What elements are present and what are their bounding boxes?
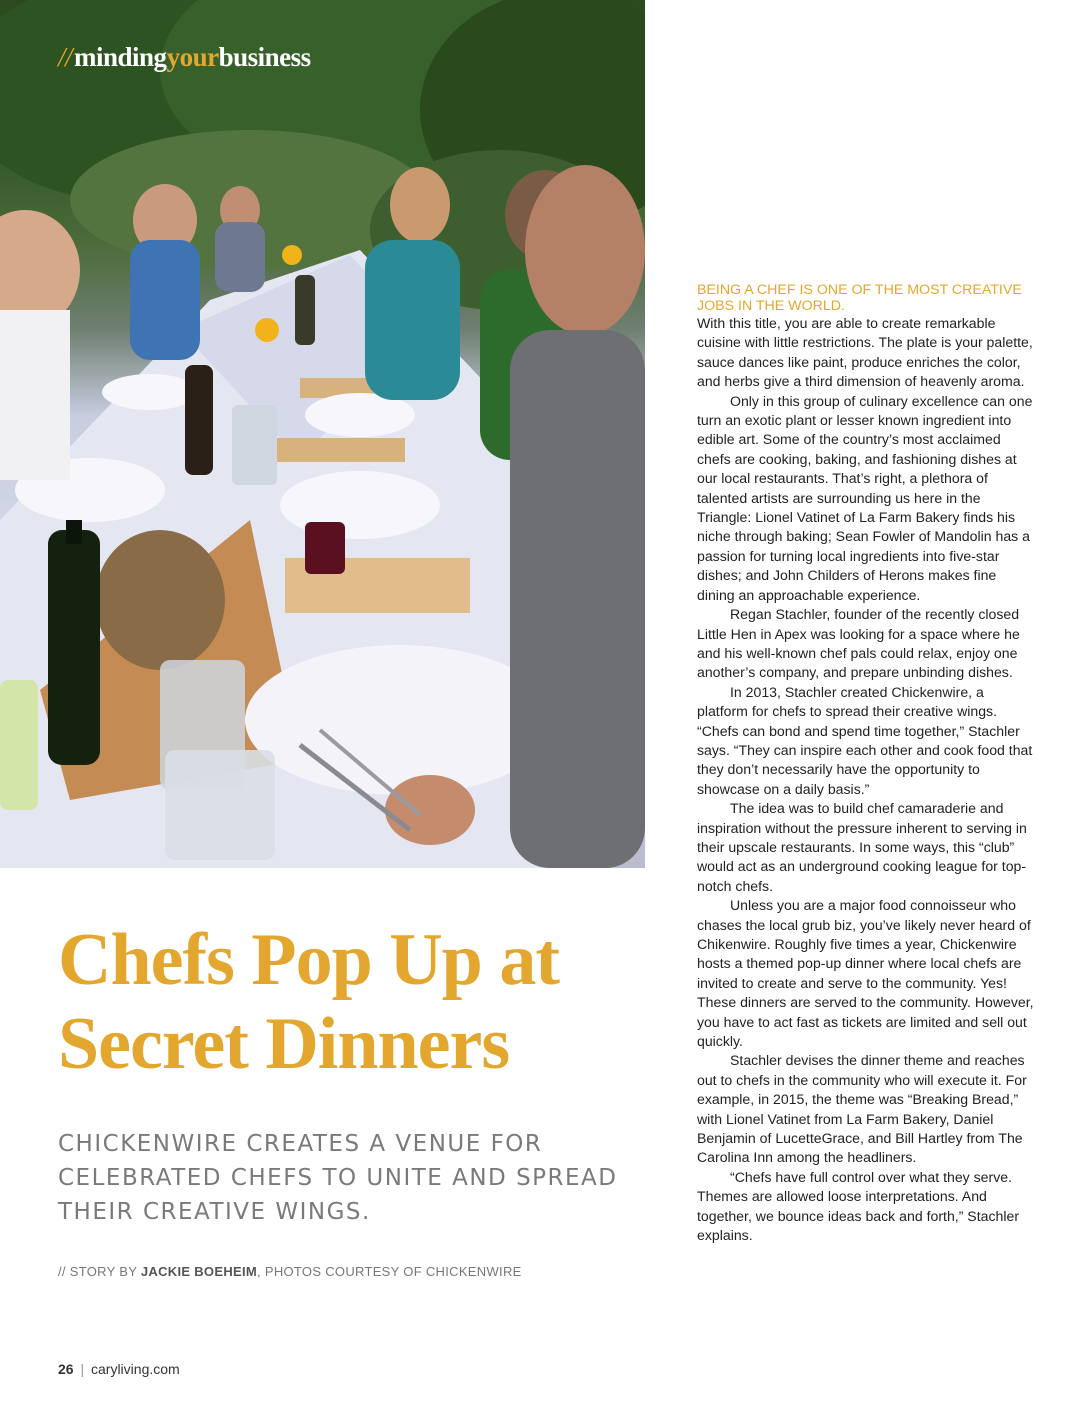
section-tag [58, 42, 311, 73]
byline-prefix: // STORY BY [58, 1264, 141, 1279]
byline [58, 1264, 522, 1279]
dinner-party-photo [0, 0, 645, 868]
folio-separator: | [80, 1361, 85, 1377]
article-paragraph: Only in this group of culinary excellence can one turn an exotic plant or lesser known ingredient into edible art. Some of the country’s most acclaimed chefs are cooking, baking, and fashioning dishes at our local restaurants. That’s right, a plethora of talented artists are surrounding us here in the Triangle: Lionel Vatinet of La Farm Bakery finds his niche through baking; Sean Fowler of Mandolin has a passion for turning local ingredients into five-star dishes; and John Childers of Herons makes fine dining an approachable experience. [697, 392, 1033, 603]
page-folio [58, 1361, 180, 1377]
section-slash: // [58, 42, 73, 72]
section-word-your: your [166, 42, 219, 72]
section-word-business: business [218, 42, 311, 72]
byline-author: JACKIE BOEHEIM [140, 1264, 258, 1279]
article-body [697, 282, 1037, 1246]
article-paragraph: Unless you are a major food connoisseur who chases the local grub biz, you’ve likely never heard of Chikenwire. Roughly five times a year, Chickenwire hosts a themed pop-up dinner where local chefs are invited to create and serve to the community. Yes! These dinners are served to the community. However, you have to act fast as tickets are limited and sell out quickly. [697, 897, 1034, 1050]
section-word-minding: minding [74, 42, 167, 72]
headline: Chefs Pop Up at Secret Dinners [58, 919, 559, 1085]
byline-suffix: , PHOTOS COURTESY OF CHICKENWIRE [257, 1264, 522, 1279]
article-paragraph: Stachler devises the dinner theme and reaches out to chefs in the community who will execute it. For example, in 2015, the theme was “Breaking Bread,” with Lionel Vatinet from La Farm Bakery, Daniel Benjamin of LucetteGrace, and Bill Hartley from The Carolina Inn among the headliners. [697, 1052, 1027, 1166]
page-number: 26 [58, 1361, 74, 1377]
folio-site: caryliving.com [91, 1361, 180, 1377]
lede-title: BEING A CHEF IS ONE OF THE MOST CREATIVE JOBS IN THE WORLD. [697, 282, 1022, 314]
article-paragraph: With this title, you are able to create remarkable cuisine with little restrictions. The plate is your palette, sauce dances like paint, produce enriches the color, and herbs give a third dimension of heavenly aroma. [697, 315, 1033, 390]
deck-subtitle: CHICKENWIRE CREATES A VENUE FOR CELEBRATED CHEFS TO UNITE AND SPREAD THEIR CREATIVE WINGS. [58, 1131, 618, 1225]
article-paragraph: “Chefs have full control over what they serve. Themes are allowed loose interpretations. And together, we bounce ideas back and forth,” Stachler explains. [697, 1168, 1020, 1244]
article-paragraph: In 2013, Stachler created Chickenwire, a platform for chefs to spread their creative wings. “Chefs can bond and spend time together,” Stachler says. “They can inspire each other and cook food that they don’t necessarily have the opportunity to showcase on a daily basis.” [697, 683, 1033, 797]
article-paragraph: The idea was to build chef camaraderie and inspiration without the pressure inherent to serving in their upscale restaurants. In some ways, this “club” would act as an underground cooking league for top-notch chefs. [697, 800, 1027, 894]
article-paragraph: Regan Stachler, founder of the recently closed Little Hen in Apex was looking for a space where he and his well-known chef pals could relax, enjoy one another’s company, and prepare unbinding dishes. [697, 606, 1020, 681]
photo-illustration [0, 0, 645, 868]
